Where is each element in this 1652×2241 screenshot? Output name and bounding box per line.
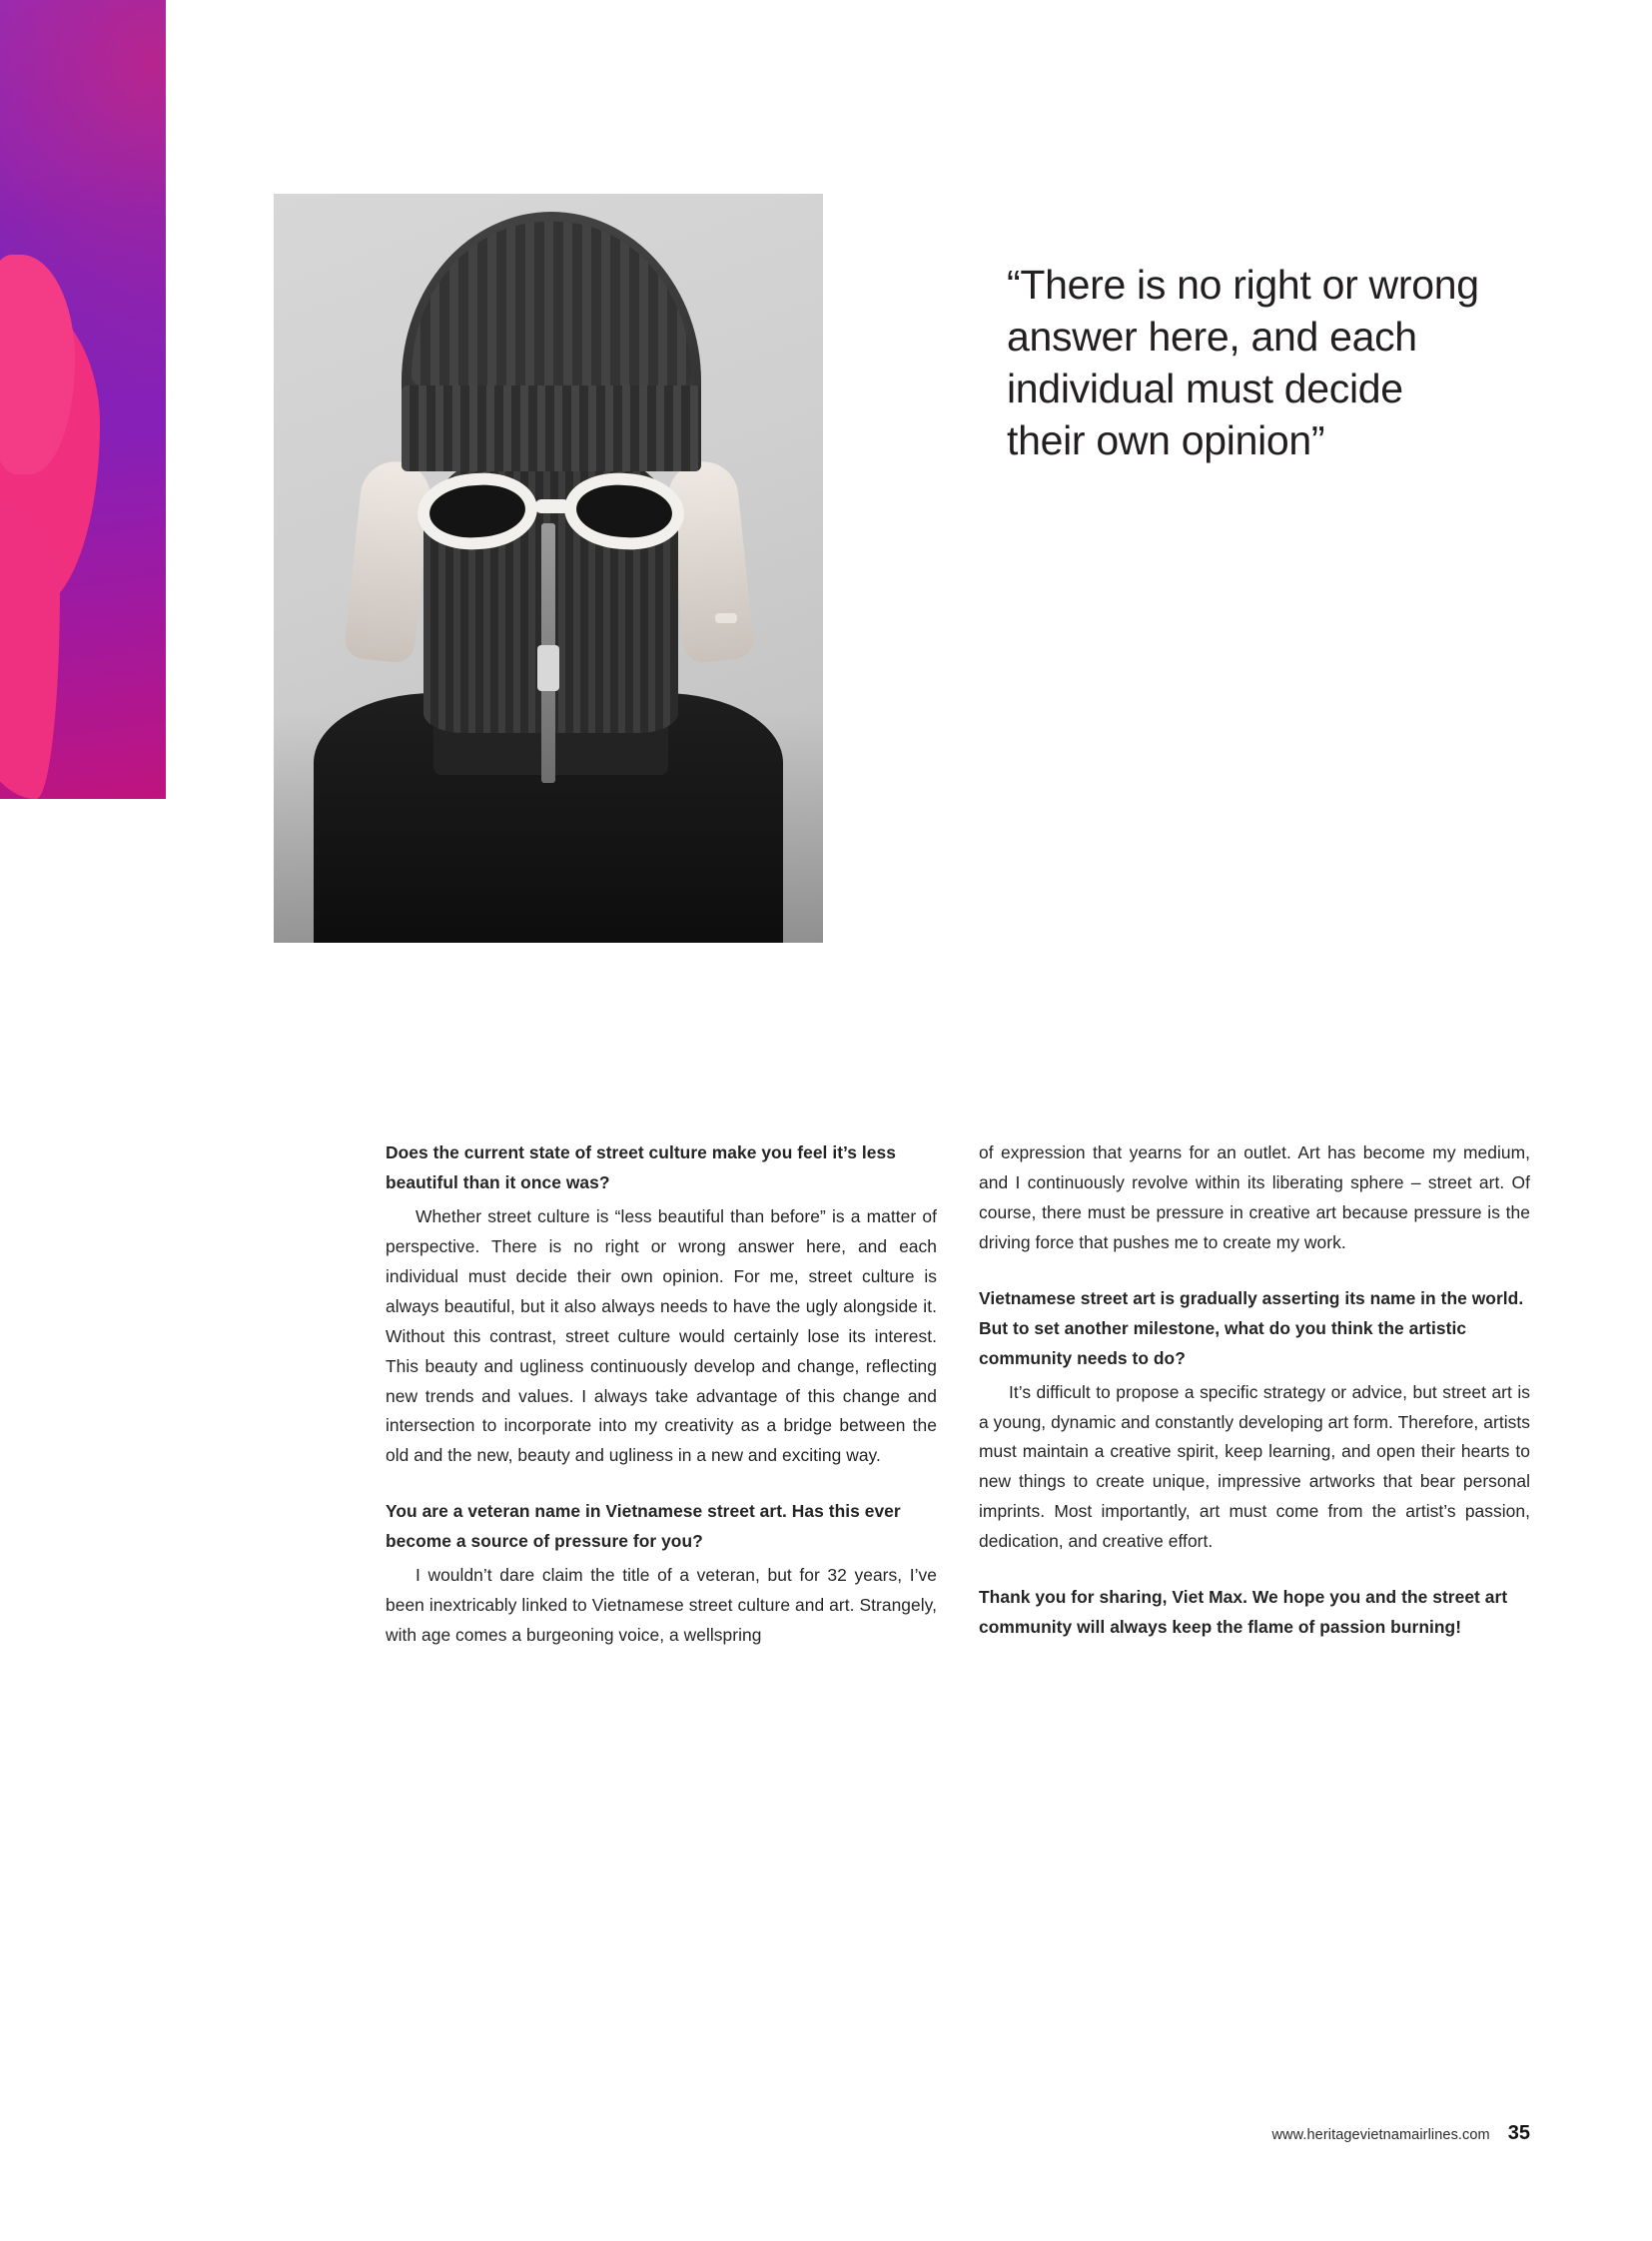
closing-note: Thank you for sharing, Viet Max. We hope you and the street art community will always keep the flame of passion burning! (979, 1587, 1508, 1638)
sunglass-lens-right (561, 469, 686, 553)
page-number: 35 (1507, 2122, 1530, 2144)
zipper-pull (537, 645, 559, 691)
footer-website: www.heritagevietnamairlines.com (1271, 2127, 1490, 2143)
sunglass-lens-left (414, 469, 539, 553)
sunglasses (423, 473, 678, 551)
pull-quote: “There is no right or wrong answer here, and each individual must decide their own opinion” (1007, 262, 1479, 464)
question-3: Vietnamese street art is gradually asserting its name in the world. But to set another milestone, what do you think the artistic community needs to do? (979, 1287, 1524, 1368)
sunglass-bridge (535, 499, 569, 513)
left-column (386, 1138, 937, 1651)
left-bleed-image (0, 0, 166, 799)
article-body (386, 1138, 1530, 1651)
question-2: You are a veteran name in Vietnamese street art. Has this ever become a source of pressure for you? (386, 1501, 901, 1552)
answer-1: Whether street culture is “less beautiful than before” is a matter of perspective. There is no right or wrong answer here, and each individual must decide their own opinion. For me, street culture is always beautiful, but it also always needs to have the ugly alongside it. Without this contrast, street culture would certainly lose its interest. This beauty and ugliness continuously develop and change, reflecting new trends and values. I always take advantage of this change and intersection to incorporate into my creativity as a bridge between the old and the new, beauty and ugliness in a new and exciting way. (386, 1205, 937, 1466)
page-footer (1271, 2122, 1530, 2145)
answer-2: I wouldn’t dare claim the title of a veteran, but for 32 years, I’ve been inextricably linked to Vietnamese street culture and art. Strangely, with age comes a burgeoning voice, a wellspring (386, 1565, 937, 1646)
right-column (979, 1138, 1530, 1651)
portrait-photo (274, 194, 823, 943)
question-1: Does the current state of street culture make you feel it’s less beautiful than it once was? (386, 1142, 896, 1192)
finger-ring (715, 613, 737, 623)
answer-3: It’s difficult to propose a specific strategy or advice, but street art is a young, dynamic and constantly developing art form. Therefore, artists must maintain a creative spirit, keep learning, and open their hearts to new things to create unique, impressive artworks that bear personal imprints. Most importantly, art must come from the artist’s passion, dedication, and creative effort. (979, 1381, 1530, 1552)
answer-2-continued: of expression that yearns for an outlet. Art has become my medium, and I continuously revolve within its liberating sphere – street art. Of course, there must be pressure in creative art because pressure is the driving force that pushes me to create my work. (979, 1142, 1530, 1252)
